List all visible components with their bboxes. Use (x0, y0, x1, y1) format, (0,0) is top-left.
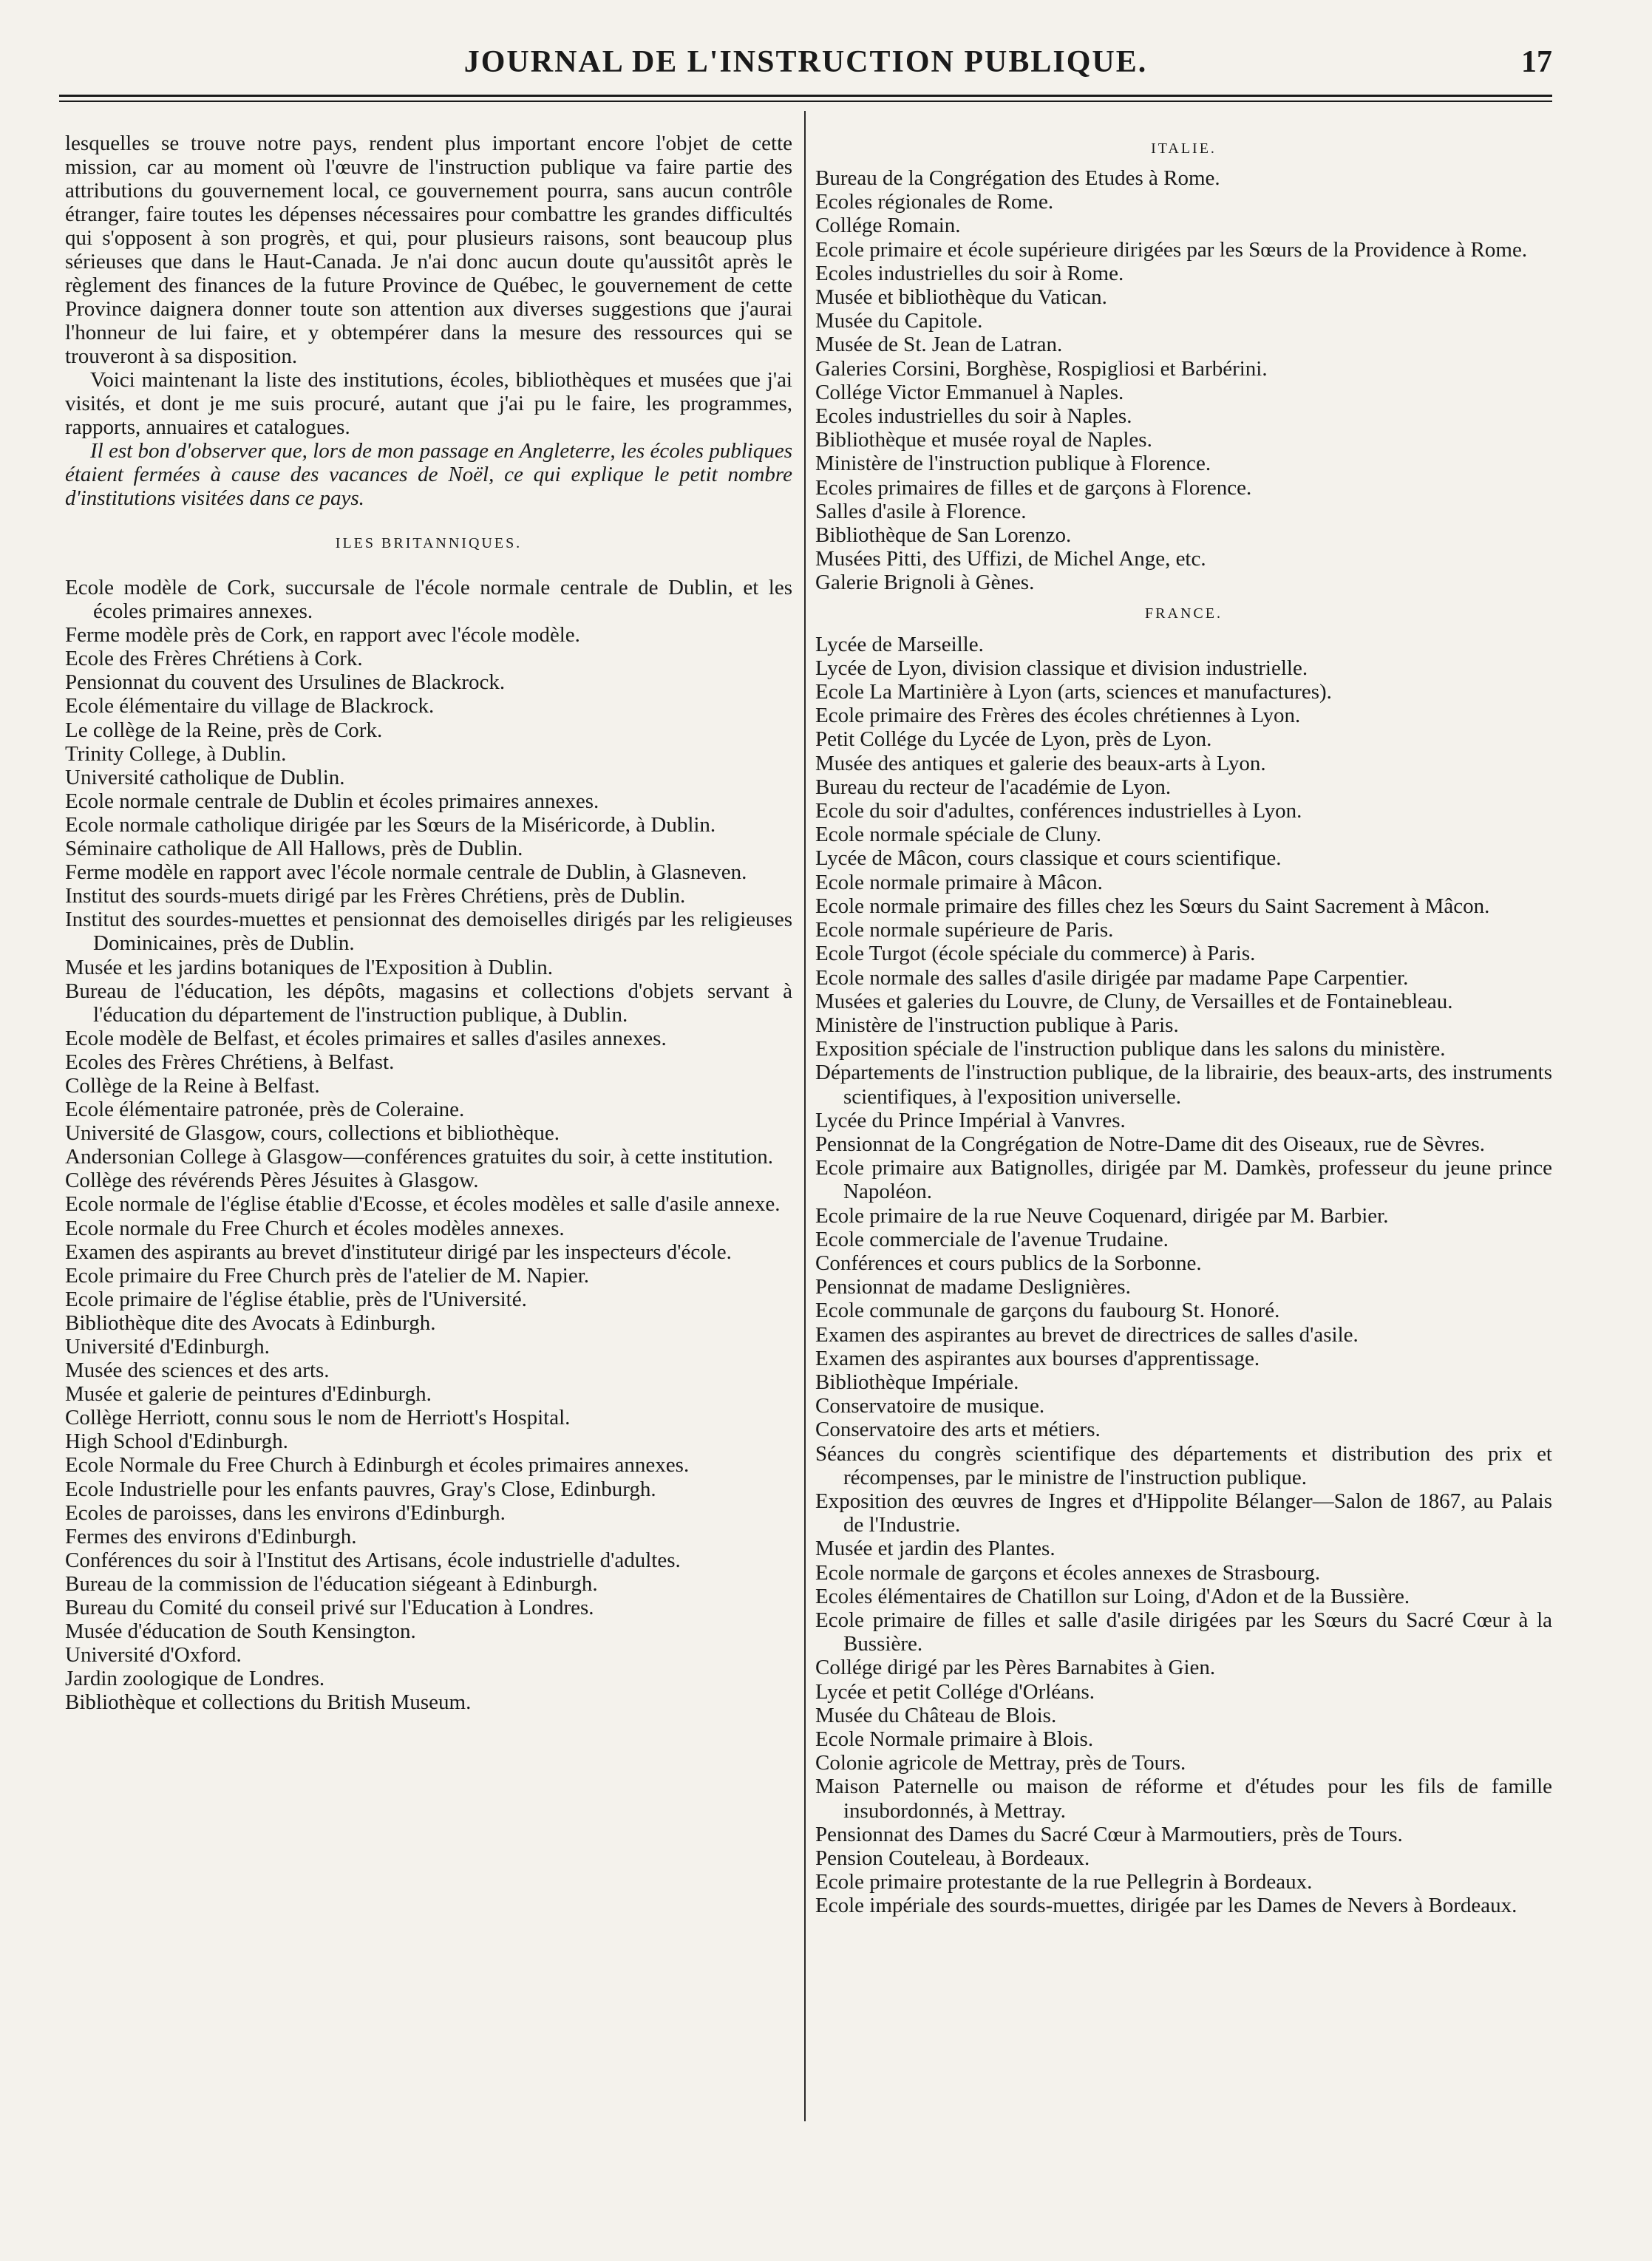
france-list-item: Exposition spéciale de l'instruction publique dans les salons du ministère. (815, 1037, 1446, 1061)
france-list-item: Lycée de Lyon, division classique et division industrielle. (815, 656, 1308, 680)
france-list-item: Ecole normale des salles d'asile dirigée par madame Pape Carpentier. (815, 965, 1409, 990)
italie-list-item: Ecoles industrielles du soir à Rome. (815, 261, 1124, 285)
british-list-item: Ecole normale catholique dirigée par les Sœurs de la Miséricorde, à Dublin. (65, 812, 716, 837)
british-list-item: High School d'Edinburgh. (65, 1429, 288, 1454)
france-list-item: Ecole primaire protestante de la rue Pellegrin à Bordeaux. (815, 1870, 1313, 1894)
france-list-item: Ecole normale supérieure de Paris. (815, 918, 1114, 942)
intro-paragraph-3: Il est bon d'observer que, lors de mon passage en Angleterre, les écoles publiques étaient fermées à cause des vacances de Noël, ce qui explique le petit nombre d'institutions visitées dans ce pays. (65, 439, 792, 510)
british-list-item: Bureau de l'éducation, les dépôts, magasins et collections d'objets servant à l'éducation du département de l'instruction publique, à Dublin. (65, 979, 792, 1027)
france-list-item: Pensionnat de la Congrégation de Notre-Dame dit des Oiseaux, rue de Sèvres. (815, 1132, 1485, 1156)
british-list-item: Ecole élémentaire patronée, près de Coleraine. (65, 1098, 465, 1122)
british-list-item: Ecole normale centrale de Dublin et écoles primaires annexes. (65, 789, 599, 813)
italie-list-item: Collége Victor Emmanuel à Naples. (815, 380, 1124, 404)
italie-list-item: Salles d'asile à Florence. (815, 499, 1027, 523)
france-list-item: Musée du Château de Blois. (815, 1703, 1057, 1727)
france-list-item: Ecole du soir d'adultes, conférences industrielles à Lyon. (815, 799, 1302, 823)
british-list-item: Musée et galerie de peintures d'Edinburgh. (65, 1382, 432, 1407)
british-list-item: Bureau du Comité du conseil privé sur l'Education à Londres. (65, 1596, 594, 1620)
france-list-item: Petit Collége du Lycée de Lyon, près de Lyon. (815, 727, 1212, 752)
france-list-item: Ministère de l'instruction publique à Paris. (815, 1013, 1179, 1037)
italie-list-item: Ecoles régionales de Rome. (815, 190, 1054, 214)
france-list-item: Musée et jardin des Plantes. (815, 1537, 1056, 1561)
british-list-item: Ecole élémentaire du village de Blackrock. (65, 694, 435, 718)
british-list-item: Collège Herriott, connu sous le nom de Herriott's Hospital. (65, 1406, 571, 1430)
france-list-item: Lycée de Mâcon, cours classique et cours scientifique. (815, 846, 1282, 871)
british-list-item: Ecole modèle de Belfast, et écoles primaires et salles d'asiles annexes. (65, 1026, 667, 1050)
british-list-item: Université catholique de Dublin. (65, 765, 345, 789)
france-list-item: Pensionnat des Dames du Sacré Cœur à Marmoutiers, près de Tours. (815, 1822, 1403, 1846)
italie-list-item: Galerie Brignoli à Gènes. (815, 571, 1035, 595)
british-list-item: Ecoles de paroisses, dans les environs d'Edinburgh. (65, 1500, 506, 1525)
intro-paragraph-1: lesquelles se trouve notre pays, rendent plus important encore l'objet de cette mission, car au moment où l'œuvre de l'instruction publique va faire partie des attributions du gouvernement local, ce gouvernement pourra, sans aucun contrôle étranger, faire toutes les dépenses nécessaires pour combattre les grandes difficultés qui s'opposent à son progrès, et qui, pour plusieurs raisons, sont beaucoup plus sérieuses que dans le Haut-Canada. Je n'ai donc aucun doute qu'aussitôt après le règlement des finances de la future Province de Québec, le gouvernement de cette Province daignera donner toute son attention aux diverses suggestions que j'aurai l'honneur de lui faire, et y obtempérer dans la mesure des ressources qui se trouveront à sa disposition. (65, 132, 792, 368)
italie-list-item: Bibliothèque de San Lorenzo. (815, 523, 1072, 548)
british-list-item: Ferme modèle en rapport avec l'école normale centrale de Dublin, à Glasneven. (65, 860, 747, 885)
british-list-item: Trinity College, à Dublin. (65, 741, 287, 766)
france-list-item: Pensionnat de madame Deslignières. (815, 1275, 1131, 1299)
france-list-item: Bureau du recteur de l'académie de Lyon. (815, 775, 1172, 799)
british-list-item: Andersonian College à Glasgow—conférences gratuites du soir, à cette institution. (65, 1145, 773, 1169)
british-list-item: Collège de la Reine à Belfast. (65, 1073, 320, 1098)
italie-list-item: Bibliothèque et musée royal de Naples. (815, 428, 1152, 452)
section-heading-france: FRANCE. (1145, 605, 1223, 622)
british-list-item: Université d'Edinburgh. (65, 1335, 270, 1359)
british-list-item: Conférences du soir à l'Institut des Artisans, école industrielle d'adultes. (65, 1548, 681, 1572)
british-list-item: Musée et les jardins botaniques de l'Exposition à Dublin. (65, 955, 554, 979)
british-list-item: Musée des sciences et des arts. (65, 1359, 330, 1383)
italie-list-item: Ecoles industrielles du soir à Naples. (815, 404, 1132, 429)
france-list-item: Ecole commerciale de l'avenue Trudaine. (815, 1227, 1169, 1251)
france-list-item: Exposition des œuvres de Ingres et d'Hippolite Bélanger—Salon de 1867, au Palais de l'Industrie. (815, 1489, 1552, 1537)
page-number: 17 (1521, 45, 1552, 79)
france-list-item: Ecoles élémentaires de Chatillon sur Loing, d'Adon et de la Bussière. (815, 1584, 1410, 1608)
france-list-item: Séances du congrès scientifique des départements et distribution des prix et récompenses, par le ministre de l'instruction publique. (815, 1441, 1552, 1489)
british-list-item: Musée d'éducation de South Kensington. (65, 1619, 416, 1644)
british-list-item: Jardin zoologique de Londres. (65, 1667, 325, 1691)
france-list-item: Ecole primaire de filles et salle d'asile dirigées par les Sœurs du Sacré Cœur à la Bussière. (815, 1608, 1552, 1656)
france-list-item: Ecole primaire aux Batignolles, dirigée par M. Damkès, professeur du jeune prince Napoléon. (815, 1156, 1552, 1204)
italie-list-item: Musée de St. Jean de Latran. (815, 333, 1063, 357)
france-list-item: Ecole La Martinière à Lyon (arts, sciences et manufactures). (815, 680, 1332, 704)
british-list-item: Fermes des environs d'Edinburgh. (65, 1524, 357, 1548)
france-list-item: Lycée du Prince Impérial à Vanvres. (815, 1108, 1126, 1132)
british-list-item: Université d'Oxford. (65, 1643, 242, 1667)
italie-institutions-list (815, 166, 1552, 595)
france-list-item: Musée des antiques et galerie des beaux-arts à Lyon. (815, 751, 1266, 775)
france-list-item: Ecole Turgot (école spéciale du commerce) à Paris. (815, 942, 1256, 966)
france-list-item: Conservatoire de musique. (815, 1394, 1045, 1418)
british-list-item: Séminaire catholique de All Hallows, près de Dublin. (65, 837, 523, 861)
section-heading-british: ILES BRITANNIQUES. (335, 535, 523, 551)
france-list-item: Ecole normale primaire des filles chez les Sœurs du Saint Sacrement à Mâcon. (815, 894, 1490, 918)
italie-list-item: Ecoles primaires de filles et de garçons à Florence. (815, 475, 1252, 500)
france-list-item: Colonie agricole de Mettray, près de Tours. (815, 1751, 1186, 1775)
italie-list-item: Musée et bibliothèque du Vatican. (815, 285, 1107, 310)
british-list-item: Ecole normale de l'église établie d'Ecosse, et écoles modèles et salle d'asile annexe. (65, 1192, 781, 1217)
italie-list-item: Ecole primaire et école supérieure dirigées par les Sœurs de la Providence à Rome. (815, 237, 1528, 262)
journal-title: JOURNAL DE L'INSTRUCTION PUBLIQUE. (463, 45, 1148, 79)
france-list-item: Examen des aspirantes au brevet de directrices de salles d'asile. (815, 1322, 1359, 1347)
right-column (815, 132, 1552, 1918)
italie-list-item: Bureau de la Congrégation des Etudes à Rome. (815, 166, 1220, 190)
italie-list-item: Musée du Capitole. (815, 309, 983, 333)
france-list-item: Conférences et cours publics de la Sorbonne. (815, 1251, 1202, 1275)
british-list-item: Bibliothèque et collections du British Museum. (65, 1690, 472, 1715)
france-list-item: Ecole normale de garçons et écoles annexes de Strasbourg. (815, 1560, 1321, 1585)
france-list-item: Ecole normale spéciale de Cluny. (815, 823, 1102, 847)
italie-list-item: Galeries Corsini, Borghèse, Rospigliosi et Barbérini. (815, 356, 1268, 381)
british-list-item: Ecole primaire du Free Church près de l'atelier de M. Napier. (65, 1263, 590, 1288)
british-list-item: Collège des révérends Pères Jésuites à Glasgow. (65, 1169, 479, 1193)
column-divider (804, 111, 806, 2121)
british-list-item: Université de Glasgow, cours, collections et bibliothèque. (65, 1121, 560, 1146)
france-list-item: Ecole Normale primaire à Blois. (815, 1727, 1094, 1751)
british-list-item: Ecoles des Frères Chrétiens, à Belfast. (65, 1050, 395, 1074)
intro-paragraph-2: Voici maintenant la liste des institutions, écoles, bibliothèques et musées que j'ai visités, et dont je me suis procuré, autant que j'ai pu le faire, les programmes, rapports, annuaires et catalogues. (65, 368, 792, 439)
france-list-item: Ecole impériale des sourds-muettes, dirigée par les Dames de Nevers à Bordeaux. (815, 1894, 1517, 1918)
france-list-item: Lycée et petit Collége d'Orléans. (815, 1679, 1095, 1704)
british-list-item: Institut des sourds-muets dirigé par les Frères Chrétiens, près de Dublin. (65, 884, 686, 908)
france-institutions-list (815, 633, 1552, 1918)
france-list-item: Musées et galeries du Louvre, de Cluny, de Versailles et de Fontainebleau. (815, 989, 1453, 1013)
british-institutions-list (65, 576, 792, 1715)
header-rule-thin (59, 101, 1552, 102)
left-column (65, 132, 792, 1715)
british-list-item: Institut des sourdes-muettes et pensionnat des demoiselles dirigés par les religieuses Dominicaines, près de Dublin. (65, 908, 792, 956)
british-list-item: Ecole Normale du Free Church à Edinburgh et écoles primaires annexes. (65, 1453, 690, 1478)
france-list-item: Collége dirigé par les Pères Barnabites à Gien. (815, 1656, 1216, 1680)
france-list-item: Maison Paternelle ou maison de réforme et d'études pour les fils de famille insubordonnés, à Mettray. (815, 1775, 1552, 1823)
italie-list-item: Collége Romain. (815, 214, 961, 238)
british-list-item: Ecole normale du Free Church et écoles modèles annexes. (65, 1216, 565, 1240)
british-list-item: Pensionnat du couvent des Ursulines de Blackrock. (65, 670, 506, 695)
british-list-item: Examen des aspirants au brevet d'instituteur dirigé par les inspecteurs d'école. (65, 1240, 732, 1264)
france-list-item: Ecole primaire de la rue Neuve Coquenard, dirigée par M. Barbier. (815, 1203, 1389, 1228)
france-list-item: Ecole normale primaire à Mâcon. (815, 870, 1103, 894)
british-list-item: Ecole Industrielle pour les enfants pauvres, Gray's Close, Edinburgh. (65, 1477, 656, 1501)
header-rule-thick (59, 95, 1552, 97)
british-list-item: Le collège de la Reine, près de Cork. (65, 718, 383, 742)
france-list-item: Bibliothèque Impériale. (815, 1370, 1019, 1394)
italie-list-item: Ministère de l'instruction publique à Florence. (815, 452, 1211, 476)
british-list-item: Ecole primaire de l'église établie, près de l'Université. (65, 1287, 527, 1311)
british-list-item: Ecole modèle de Cork, succursale de l'école normale centrale de Dublin, et les écoles primaires annexes. (65, 576, 792, 624)
british-list-item: Ecole des Frères Chrétiens à Cork. (65, 647, 363, 671)
france-list-item: Lycée de Marseille. (815, 632, 984, 656)
italie-list-item: Musées Pitti, des Uffizi, de Michel Ange, etc. (815, 547, 1206, 571)
france-list-item: Conservatoire des arts et métiers. (815, 1418, 1101, 1442)
british-list-item: Bibliothèque dite des Avocats à Edinburgh. (65, 1310, 436, 1335)
france-list-item: Départements de l'instruction publique, de la librairie, des beaux-arts, des instruments scientifiques, à l'exposition universelle. (815, 1061, 1552, 1109)
british-list-item: Ferme modèle près de Cork, en rapport avec l'école modèle. (65, 623, 580, 647)
france-list-item: Ecole primaire des Frères des écoles chrétiennes à Lyon. (815, 704, 1301, 728)
section-heading-italie: ITALIE. (1151, 140, 1217, 157)
page-header (59, 44, 1552, 89)
british-list-item: Bureau de la commission de l'éducation siégeant à Edinburgh. (65, 1571, 598, 1596)
france-list-item: Ecole communale de garçons du faubourg St. Honoré. (815, 1299, 1280, 1323)
france-list-item: Pension Couteleau, à Bordeaux. (815, 1846, 1090, 1871)
france-list-item: Examen des aspirantes aux bourses d'apprentissage. (815, 1346, 1260, 1370)
